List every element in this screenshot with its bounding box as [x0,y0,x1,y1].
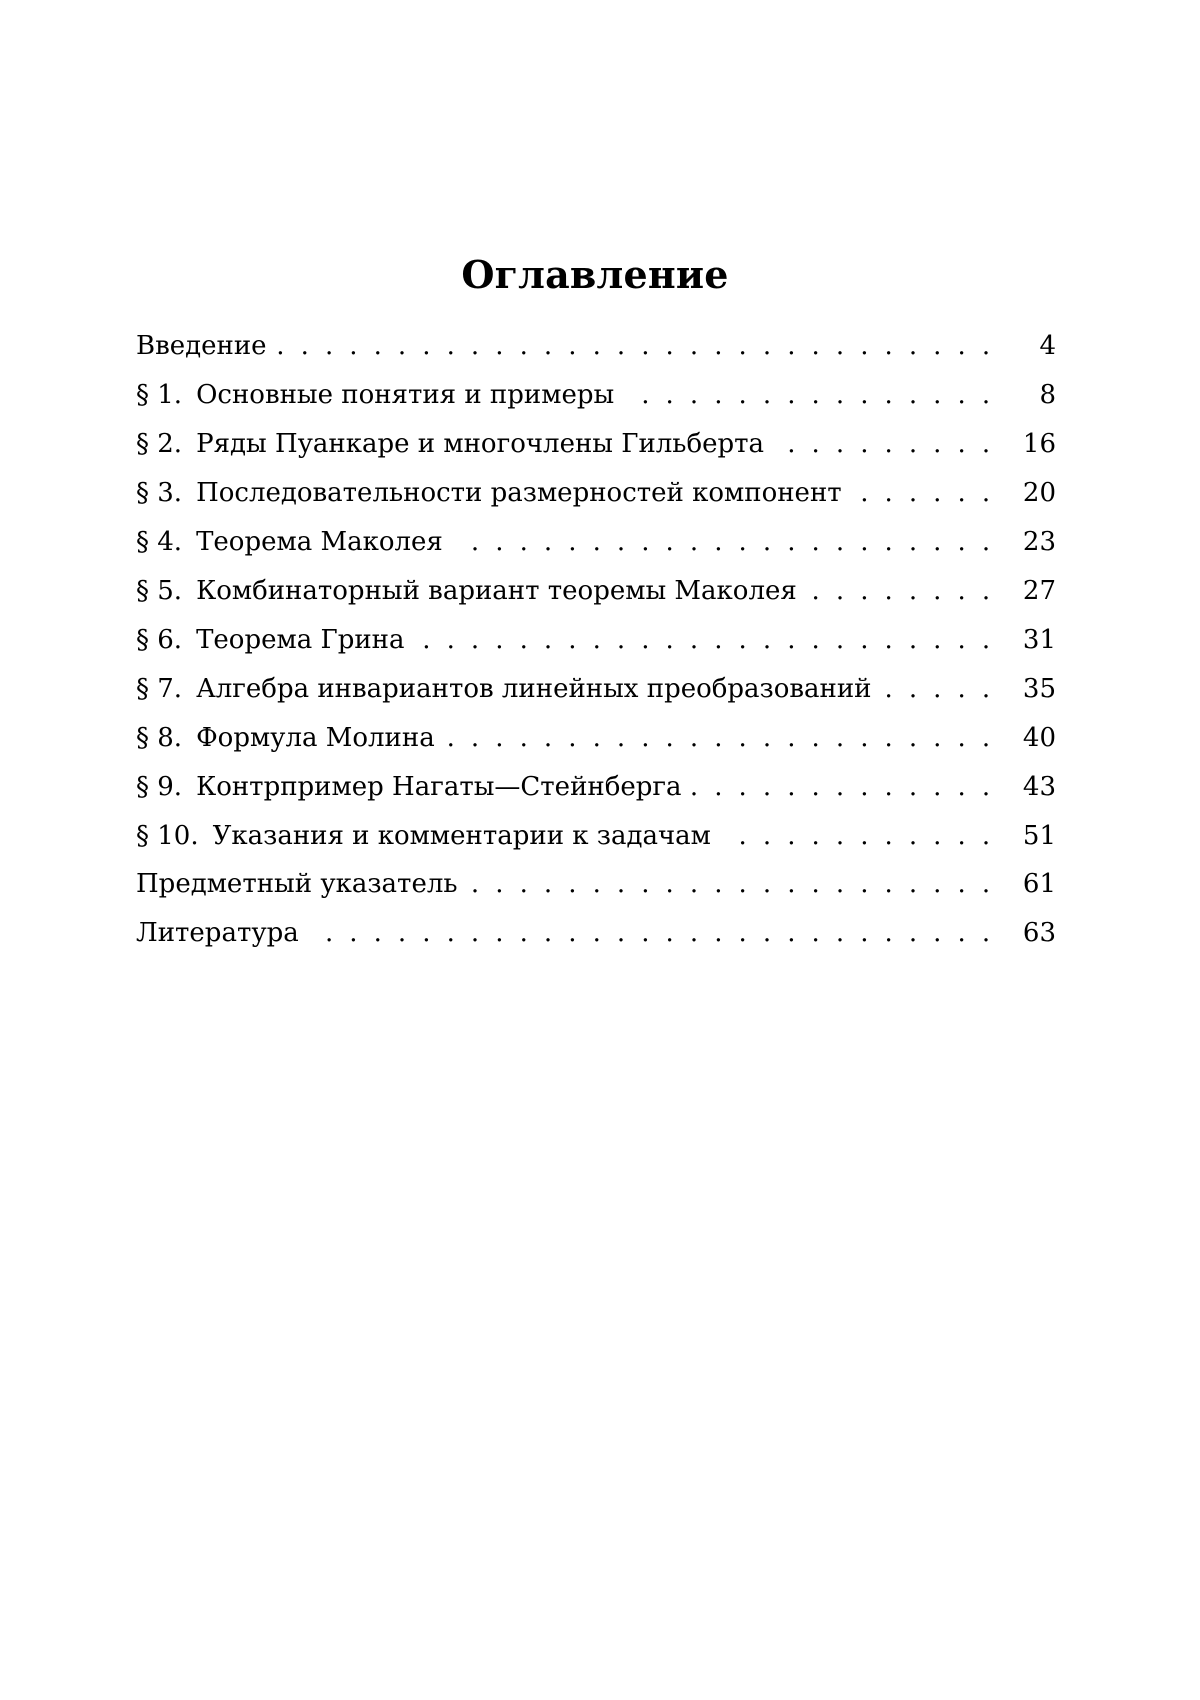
toc-entry-bibliography[interactable] [136,914,1056,963]
toc-page-number: 40 [1022,723,1056,753]
toc-leader-dots [309,914,994,952]
toc-entry-text: Теорема Грина [196,625,405,655]
toc-entry-text: Формула Молина [196,723,435,753]
toc-section-number: § 6. [136,625,183,655]
toc-page-number: 4 [1039,331,1056,361]
toc-leader-dots [692,768,994,806]
toc-entry-subject-index[interactable] [136,865,1056,914]
toc-page-number: 35 [1022,674,1056,704]
toc-leader-dots [721,817,994,855]
toc-entry-section-4[interactable] [136,523,1056,572]
toc-entry-section-5[interactable] [136,572,1056,621]
toc-entry-text: Контрпример Нагаты—Стейнберга [196,772,682,802]
toc-section-number: § 3. [136,478,183,508]
toc-entry-section-6[interactable] [136,621,1056,670]
toc-entry-section-8[interactable] [136,719,1056,768]
toc-page-number: 63 [1022,917,1056,948]
toc-section-number: § 1. [136,380,183,410]
toc-leader-dots [445,719,994,757]
toc-entry-text: Основные понятия и примеры [196,380,615,410]
toc-leader-dots [453,523,994,561]
toc-leader-dots [807,572,994,610]
toc-leader-dots [852,474,994,512]
toc-page-number: 43 [1022,772,1056,802]
toc-entry-text: Указания и комментарии к задачам [212,820,711,851]
toc-entry-text: Введение [136,331,267,361]
toc-section-number: § 2. [136,429,183,459]
toc-entry-section-1[interactable] [136,376,1056,425]
toc-section-number: § 4. [136,527,183,557]
table-of-contents [136,327,1056,962]
toc-page-number: 20 [1022,478,1056,508]
toc-entry-text: Ряды Пуанкаре и многочлены Гильберта [196,429,765,459]
toc-entry-text: Алгебра инвариантов линейных преобразований [196,674,872,704]
toc-leader-dots [277,327,994,365]
toc-entry-text: Литература [136,917,299,948]
toc-section-number: § 9. [136,772,183,802]
toc-leader-dots [882,670,994,708]
toc-entry-section-3[interactable] [136,474,1056,523]
toc-page-number: 16 [1022,429,1056,459]
toc-entry-text: Теорема Маколея [196,527,443,557]
toc-leader-dots [774,425,994,463]
toc-entry-introduction[interactable] [136,327,1056,376]
toc-entry-section-7[interactable] [136,670,1056,719]
toc-page-number: 27 [1022,576,1056,606]
toc-page-number: 61 [1022,869,1056,899]
toc-section-number: § 5. [136,576,183,606]
toc-section-number: § 7. [136,674,183,704]
toc-section-number: § 10. [136,820,199,851]
toc-title: Оглавление [461,252,729,298]
toc-entry-text: Комбинаторный вариант теоремы Маколея [196,576,797,606]
toc-leader-dots [468,865,995,903]
toc-entry-text: Предметный указатель [136,869,458,899]
toc-entry-section-2[interactable] [136,425,1056,474]
toc-entry-section-10[interactable] [136,817,1056,866]
toc-leader-dots [415,621,995,659]
toc-entry-section-9[interactable] [136,768,1056,817]
toc-page-number: 8 [1039,380,1056,410]
toc-leader-dots [624,376,994,414]
toc-page-number: 23 [1022,527,1056,557]
toc-section-number: § 8. [136,723,183,753]
toc-entry-text: Последовательности размерностей компонент [196,478,842,508]
toc-page-number: 51 [1022,820,1056,851]
toc-page-number: 31 [1022,625,1056,655]
